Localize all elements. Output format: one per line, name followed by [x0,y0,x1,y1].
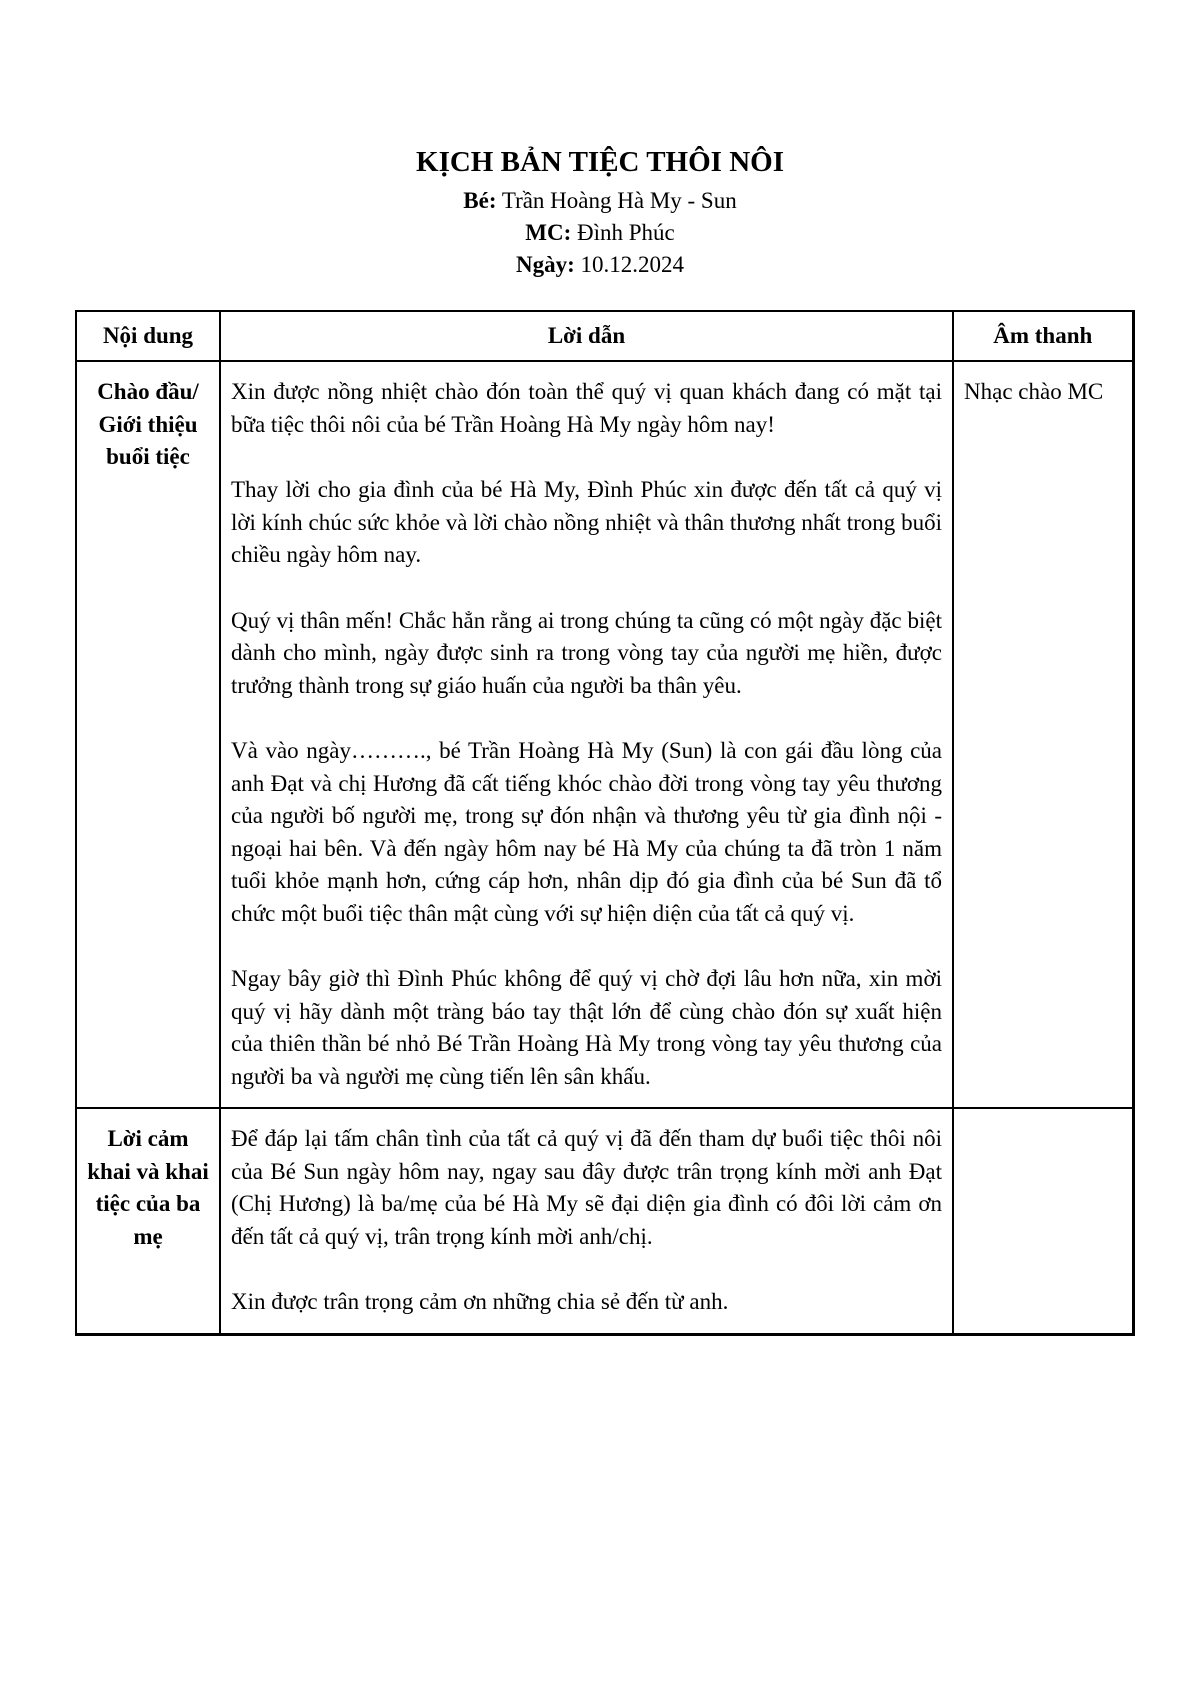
table-header-row [76,311,1133,361]
script-table [75,310,1135,1336]
narration-cell [220,1108,953,1334]
baby-label: Bé: [463,188,497,213]
narration-paragraph: Xin được nồng nhiệt chào đón toàn thể quý vị quan khách đang có mặt tại bữa tiệc thôi nôi của bé Trần Hoàng Hà My ngày hôm nay! [231,379,942,437]
narration-paragraph: Và vào ngày………., bé Trần Hoàng Hà My (Sun) là con gái đầu lòng của anh Đạt và chị Hương đã cất tiếng khóc chào đời trong vòng tay yêu thương của người bố người mẹ, trong sự đón nhận và thương yêu từ gia đình nội - ngoại hai bên. Và đến ngày hôm nay bé Hà My của chúng ta đã tròn 1 năm tuổi khỏe mạnh hơn, cứng cáp hơn, nhân dịp đó gia đình của bé Sun đã tổ chức một buổi tiệc thân mật cùng với sự hiện diện của tất cả quý vị. [231,738,942,926]
date-label: Ngày: [515,252,575,277]
page-title: KỊCH BẢN TIỆC THÔI NÔI [416,146,784,178]
narration-paragraph: Thay lời cho gia đình của bé Hà My, Đình Phúc xin được đến tất cả quý vị lời kính chúc sức khỏe và lời chào nồng nhiệt và thân thương nhất trong buổi chiều ngày hôm nay. [231,477,942,567]
narration-paragraph: Ngay bây giờ thì Đình Phúc không để quý vị chờ đợi lâu hơn nữa, xin mời quý vị hãy dành một tràng báo tay thật lớn để cùng chào đón sự xuất hiện của thiên thần bé nhỏ Bé Trần Hoàng Hà My trong vòng tay yêu thương của người ba và người mẹ cùng tiến lên sân khấu. [231,966,942,1089]
document-header [0,145,1200,281]
mc-name: Đình Phúc [576,220,675,245]
date-line [0,249,1200,281]
narration-paragraph: Quý vị thân mến! Chắc hẳn rằng ai trong chúng ta cũng có một ngày đặc biệt dành cho mình, ngày được sinh ra trong vòng tay của người mẹ hiền, được trưởng thành trong sự giáo huấn của người ba thân yêu. [231,607,942,698]
date-value: 10.12.2024 [580,252,685,277]
narration-paragraph: Xin được trân trọng cảm ơn những chia sẻ đến từ anh. [231,1289,729,1314]
section-label: Chào đầu/ Giới thiệu buổi tiệc [76,361,220,1108]
sound-cell: Nhạc chào MC [953,361,1133,1108]
table-row [76,1108,1133,1334]
table-row [76,361,1133,1108]
narration-cell [220,361,953,1108]
mc-label: MC: [525,220,572,245]
sound-cell [953,1108,1133,1334]
narration-paragraph: Để đáp lại tấm chân tình của tất cả quý vị đã đến tham dự buổi tiệc thôi nôi của Bé Sun ngày hôm nay, ngay sau đây được trân trọng kính mời anh Đạt (Chị Hương) là ba/mẹ của bé Hà My sẽ đại diện gia đình có đôi lời cảm ơn đến tất cả quý vị, trân trọng kính mời anh/chị. [231,1126,942,1249]
header-narration: Lời dẫn [220,311,953,361]
header-sound: Âm thanh [953,311,1133,361]
mc-line [0,217,1200,249]
baby-name-line [0,185,1200,217]
header-content: Nội dung [76,311,220,361]
section-label: Lời cảm khai và khai tiệc của ba mẹ [76,1108,220,1334]
baby-name: Trần Hoàng Hà My - Sun [501,188,737,213]
